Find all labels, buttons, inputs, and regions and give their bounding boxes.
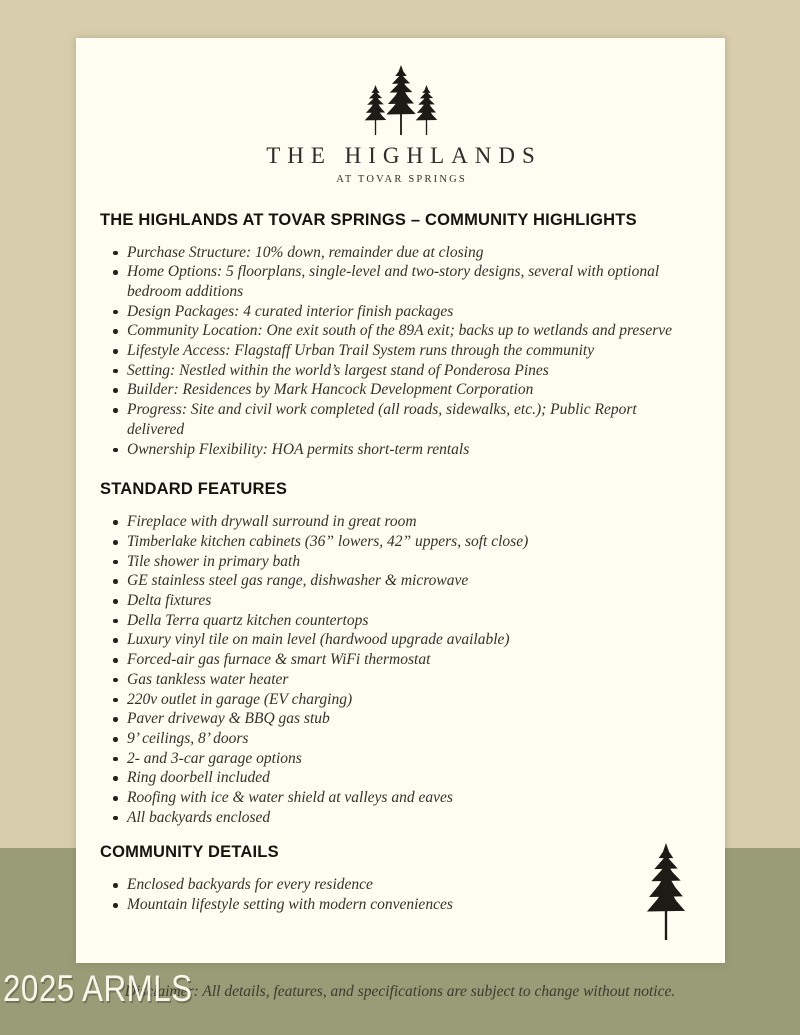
bullet-item: 9’ ceilings, 8’ doors: [100, 729, 695, 749]
three-pines-icon: [76, 38, 725, 135]
community-details-list: [100, 875, 705, 914]
logo-subtitle: AT TOVAR SPRINGS: [336, 174, 467, 185]
bullet-item: Roofing with ice & water shield at valleys and eaves: [100, 788, 695, 808]
pine-tree-icon: [414, 85, 439, 135]
pine-tree-icon: [644, 843, 688, 945]
flyer-page: [76, 38, 725, 963]
logo-title: THE HIGHLANDS: [266, 143, 542, 168]
section-heading-standard-features: STANDARD FEATURES: [100, 480, 288, 499]
bullet-item: Gas tankless water heater: [100, 670, 695, 690]
section-heading-community-highlights: THE HIGHLANDS AT TOVAR SPRINGS – COMMUNITY HIGHLIGHTS: [100, 210, 637, 229]
standard-features-list: [100, 512, 705, 827]
bullet-item: Delta fixtures: [100, 591, 695, 611]
logo: [76, 38, 725, 186]
bullet-item: Timberlake kitchen cabinets (36” lowers, 42” uppers, soft close): [100, 532, 695, 552]
bullet-item: Purchase Structure: 10% down, remainder due at closing: [100, 243, 695, 263]
bullet-item: Setting: Nestled within the world’s largest stand of Ponderosa Pines: [100, 361, 695, 381]
bullet-item: 220v outlet in garage (EV charging): [100, 690, 695, 710]
disclaimer-text: Disclaimer: All details, features, and specifications are subject to change without notice.: [124, 983, 676, 1000]
bullet-item: Forced-air gas furnace & smart WiFi thermostat: [100, 650, 695, 670]
bullet-item: Fireplace with drywall surround in great room: [100, 512, 695, 532]
armls-watermark: 2025 ARMLS: [3, 968, 193, 1009]
bullet-item: Design Packages: 4 curated interior finish packages: [100, 302, 695, 322]
bullet-item: 2- and 3-car garage options: [100, 749, 695, 769]
bullet-item: GE stainless steel gas range, dishwasher & microwave: [100, 571, 695, 591]
flyer-content: [76, 212, 725, 915]
bullet-item: Progress: Site and civil work completed (all roads, sidewalks, etc.); Public Report delivered: [100, 400, 695, 439]
bullet-item: Builder: Residences by Mark Hancock Development Corporation: [100, 380, 695, 400]
bullet-item: Ring doorbell included: [100, 768, 695, 788]
bullet-item: Della Terra quartz kitchen countertops: [100, 611, 695, 631]
bullet-item: Lifestyle Access: Flagstaff Urban Trail System runs through the community: [100, 341, 695, 361]
bullet-item: All backyards enclosed: [100, 808, 695, 828]
pine-tree-icon: [384, 65, 418, 135]
bullet-item: Paver driveway & BBQ gas stub: [100, 709, 695, 729]
community-highlights-list: [100, 243, 705, 460]
bullet-item: Mountain lifestyle setting with modern conveniences: [100, 895, 695, 915]
bullet-item: Tile shower in primary bath: [100, 552, 695, 572]
bullet-item: Community Location: One exit south of the 89A exit; backs up to wetlands and preserve: [100, 321, 695, 341]
section-heading-community-details: COMMUNITY DETAILS: [100, 843, 279, 862]
bullet-item: Home Options: 5 floorplans, single-level and two-story designs, several with optional bedroom additions: [100, 262, 695, 301]
bullet-item: Enclosed backyards for every residence: [100, 875, 695, 895]
bullet-item: Luxury vinyl tile on main level (hardwood upgrade available): [100, 630, 695, 650]
bullet-item: Ownership Flexibility: HOA permits short-term rentals: [100, 440, 695, 460]
